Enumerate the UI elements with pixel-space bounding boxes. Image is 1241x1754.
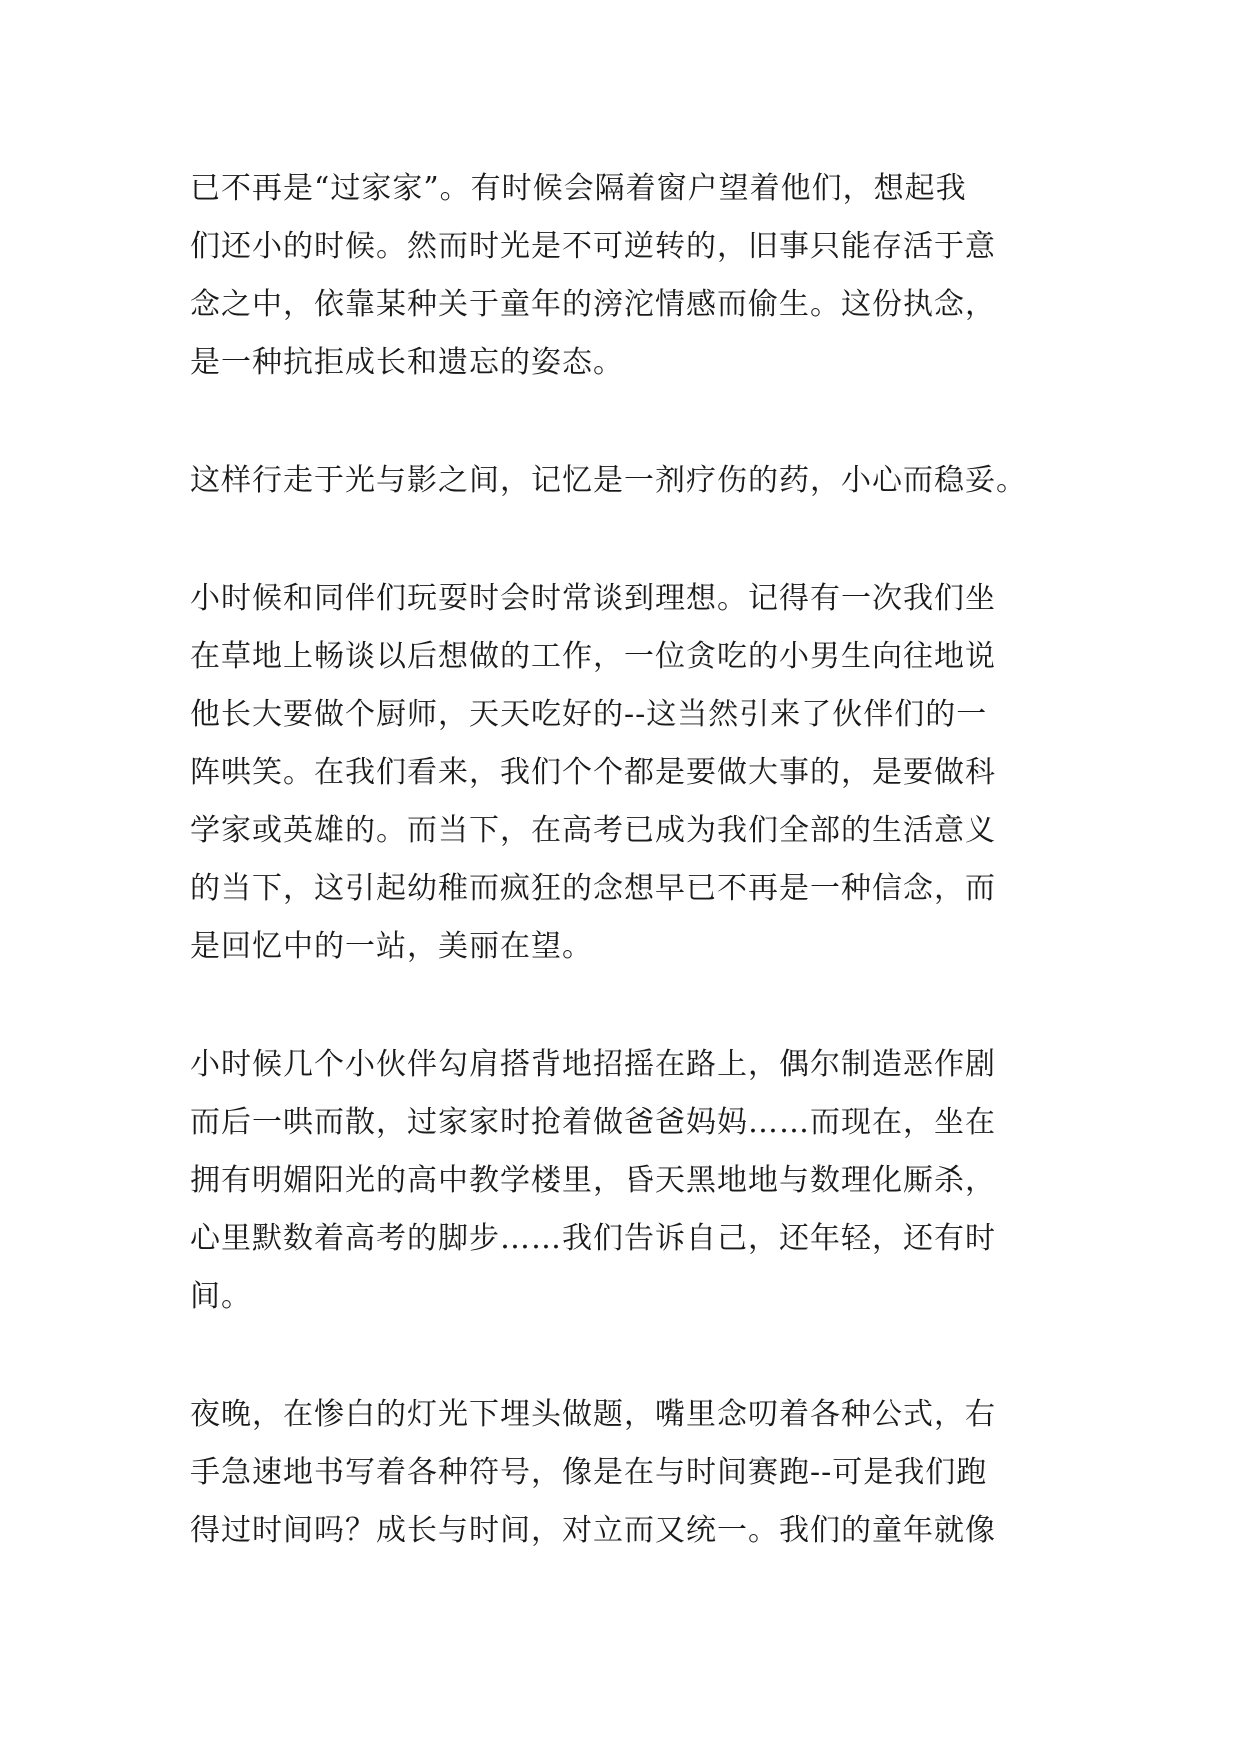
text-line: 间。 bbox=[190, 1279, 252, 1314]
text-line: 小时候和同伴们玩耍时会时常谈到理想。记得有一次我们坐 bbox=[190, 581, 996, 616]
text-line: 心里默数着高考的脚步……我们告诉自己，还年轻，还有时 bbox=[190, 1221, 996, 1256]
text-line: 拥有明媚阳光的高中教学楼里，昏天黑地地与数理化厮杀， bbox=[190, 1163, 996, 1198]
paragraph bbox=[190, 1036, 1070, 1326]
text-line: 已不再是“过家家”。有时候会隔着窗户望着他们，想起我 bbox=[190, 171, 967, 206]
text-line: 夜晚，在惨白的灯光下埋头做题，嘴里念叨着各种公式，右 bbox=[190, 1397, 996, 1432]
text-line: 念之中，依靠某种关于童年的滂沱情感而偷生。这份执念， bbox=[190, 287, 996, 322]
text-line: 得过时间吗？成长与时间，对立而又统一。我们的童年就像 bbox=[190, 1513, 996, 1548]
text-line: 他长大要做个厨师，天天吃好的--这当然引来了伙伴们的一 bbox=[190, 697, 988, 732]
text-line: 学家或英雄的。而当下，在高考已成为我们全部的生活意义 bbox=[190, 813, 996, 848]
paragraph bbox=[190, 570, 1070, 976]
text-line: 是回忆中的一站，美丽在望。 bbox=[190, 929, 593, 964]
text-line: 手急速地书写着各种符号，像是在与时间赛跑--可是我们跑 bbox=[190, 1455, 988, 1490]
text-line: 的当下，这引起幼稚而疯狂的念想早已不再是一种信念，而 bbox=[190, 871, 996, 906]
text-line: 小时候几个小伙伴勾肩搭背地招摇在路上，偶尔制造恶作剧 bbox=[190, 1047, 996, 1082]
text-line: 阵哄笑。在我们看来，我们个个都是要做大事的，是要做科 bbox=[190, 755, 996, 790]
paragraph bbox=[190, 452, 1070, 510]
text-line: 在草地上畅谈以后想做的工作，一位贪吃的小男生向往地说 bbox=[190, 639, 996, 674]
text-line: 而后一哄而散，过家家时抢着做爸爸妈妈……而现在，坐在 bbox=[190, 1105, 996, 1140]
paragraph bbox=[190, 1386, 1070, 1560]
text-line: 是一种抗拒成长和遗忘的姿态。 bbox=[190, 345, 624, 380]
paragraph bbox=[190, 160, 1070, 392]
text-line: 这样行走于光与影之间，记忆是一剂疗伤的药，小心而稳妥。 bbox=[190, 463, 1027, 498]
document-body bbox=[190, 160, 1070, 1620]
text-line: 们还小的时候。然而时光是不可逆转的，旧事只能存活于意 bbox=[190, 229, 996, 264]
